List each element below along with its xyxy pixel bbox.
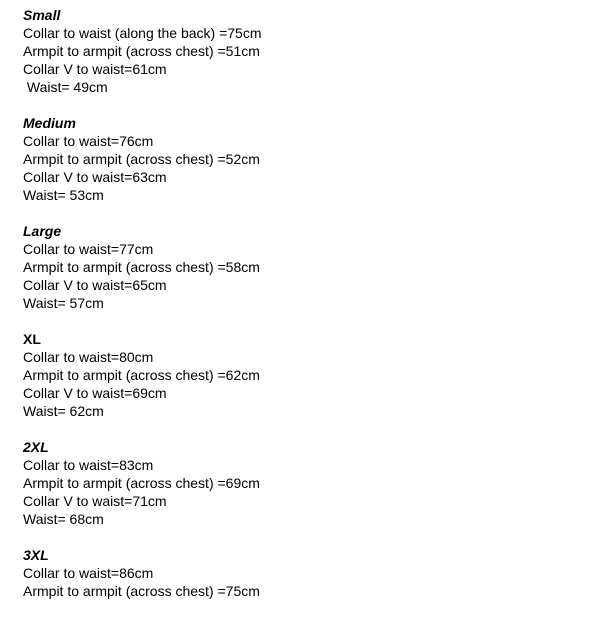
- size-section-medium: [23, 114, 583, 204]
- measurement-line: Collar V to waist=71cm: [23, 493, 167, 509]
- size-section-large: [23, 222, 583, 312]
- measurement-line: Armpit to armpit (across chest) =75cm: [23, 583, 260, 599]
- measurement-line: Waist= 53cm: [23, 187, 104, 203]
- size-section-small: [23, 6, 583, 96]
- size-section-2xl: [23, 438, 583, 528]
- measurement-line: Collar V to waist=61cm: [23, 61, 167, 77]
- measurement-line: Collar to waist=83cm: [23, 457, 154, 473]
- measurement-line: Collar V to waist=69cm: [23, 385, 167, 401]
- measurement-line: Armpit to armpit (across chest) =58cm: [23, 259, 260, 275]
- measurement-line: Collar to waist (along the back) =75cm: [23, 25, 262, 41]
- size-heading: Small: [23, 7, 61, 23]
- measurement-line: Collar V to waist=63cm: [23, 169, 167, 185]
- size-heading: Medium: [23, 115, 76, 131]
- measurement-line: Waist= 68cm: [23, 511, 104, 527]
- size-heading: XL: [23, 331, 41, 347]
- measurement-line: Collar to waist=76cm: [23, 133, 154, 149]
- measurement-line: Waist= 62cm: [23, 403, 104, 419]
- measurement-line: Collar to waist=77cm: [23, 241, 154, 257]
- measurement-line: Collar to waist=86cm: [23, 565, 154, 581]
- measurement-line: Armpit to armpit (across chest) =69cm: [23, 475, 260, 491]
- size-heading: 3XL: [23, 547, 49, 563]
- size-heading: Large: [23, 223, 62, 239]
- measurement-line: Collar to waist=80cm: [23, 349, 154, 365]
- size-chart-document: [23, 6, 583, 618]
- size-section-3xl: [23, 546, 583, 600]
- measurement-line: Waist= 57cm: [23, 295, 104, 311]
- measurement-line: Armpit to armpit (across chest) =51cm: [23, 43, 260, 59]
- measurement-line: Collar V to waist=65cm: [23, 277, 167, 293]
- measurement-line: Waist= 49cm: [23, 79, 108, 95]
- measurement-line: Armpit to armpit (across chest) =52cm: [23, 151, 260, 167]
- size-heading: 2XL: [23, 439, 49, 455]
- size-section-xl: [23, 330, 583, 420]
- measurement-line: Armpit to armpit (across chest) =62cm: [23, 367, 260, 383]
